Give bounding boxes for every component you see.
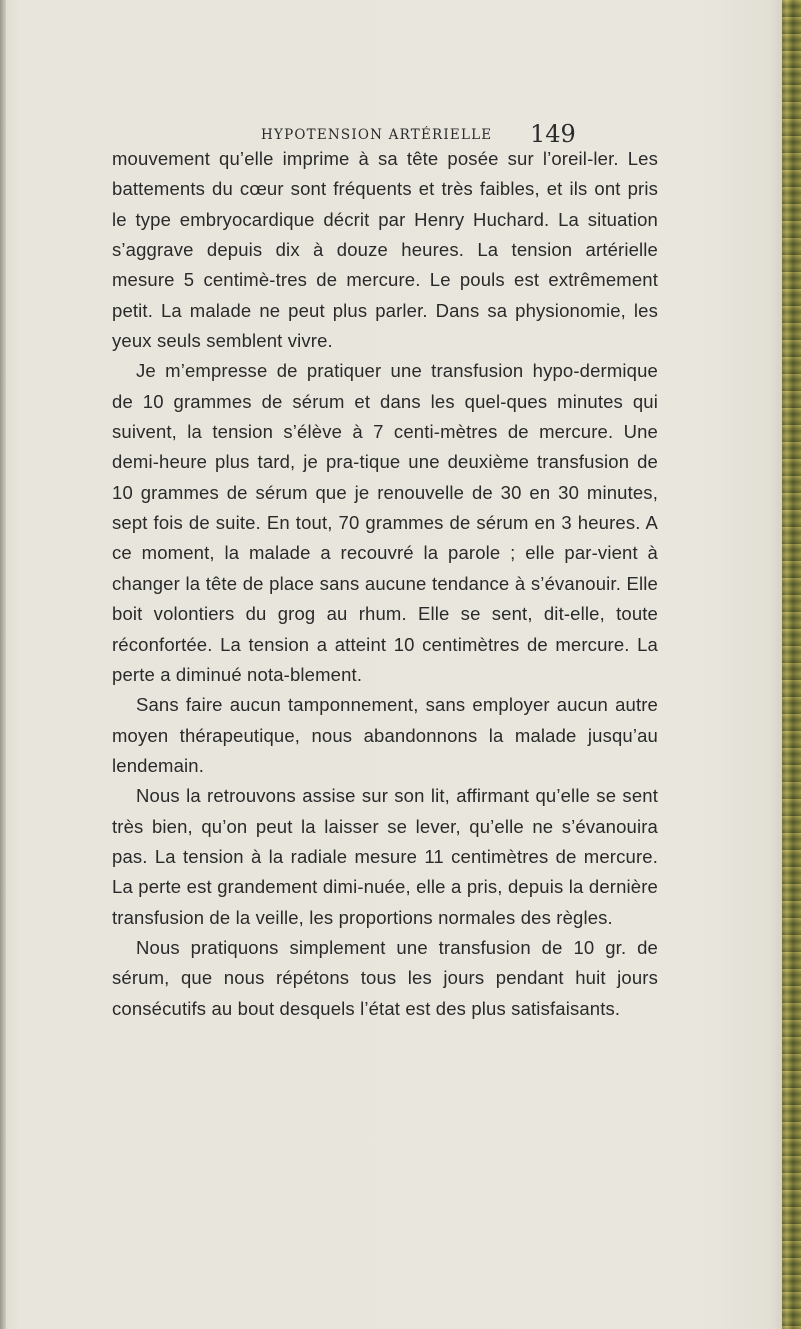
paragraph: Nous pratiquons simplement une transfusion de 10 gr. de sérum, que nous répétons tous les jours pendant huit jours consécutifs au bout desquels l’état est des plus satisfaisants. <box>112 936 658 1019</box>
page-number: 149 <box>530 120 576 148</box>
paragraph: Je m’empresse de pratiquer une transfusion hypo-dermique de 10 grammes de sérum et dans les quel-ques minutes qui suivent, la tension s’élève à 7 centi-mètres de mercure. Une demi-heure plus tard, je pra-tique une deuxième transfusion de 10 grammes de sérum que je renouvelle de 30 en 30 minutes, sept fois de suite. En tout, 70 grammes de sérum en 3 heures. A ce moment, la malade a recouvré la parole ; elle par-vient à changer la tête de place sans aucune tendance à s’évanouir. Elle boit volontiers du grog au rhum. Elle se sent, dit-elle, toute réconfortée. La tension a atteint 10 centimètres de mercure. La perte a diminué nota-blement. <box>112 360 658 685</box>
page-left-edge <box>0 0 6 1329</box>
paragraph: mouvement qu’elle imprime à sa tête posée sur l’oreil-ler. Les battements du cœur sont fréquents et très faibles, et ils ont pris le type embryocardique décrit par Henry Huchard. La situation s’aggrave depuis dix à douze heures. La tension artérielle mesure 5 centimè-tres de mercure. Le pouls est extrêmement petit. La malade ne peut plus parler. Dans sa physionomie, les yeux seuls semblent vivre. <box>112 148 658 352</box>
running-head: HYPOTENSION ARTÉRIELLE <box>261 127 493 143</box>
body-text <box>112 144 658 1024</box>
paragraph: Nous la retrouvons assise sur son lit, affirmant qu’elle se sent très bien, qu’on peut la laisser se lever, qu’elle ne s’évanouira pas. La tension à la radiale mesure 11 centimètres de mercure. La perte est grandement dimi-nuée, elle a pris, depuis la dernière transfusion de la veille, les proportions normales des règles. <box>112 785 658 928</box>
paragraph: Sans faire aucun tamponnement, sans employer aucun autre moyen thérapeutique, nous abandonnons la malade jusqu’au lendemain. <box>112 694 658 776</box>
page-edge-strip <box>782 0 801 1329</box>
